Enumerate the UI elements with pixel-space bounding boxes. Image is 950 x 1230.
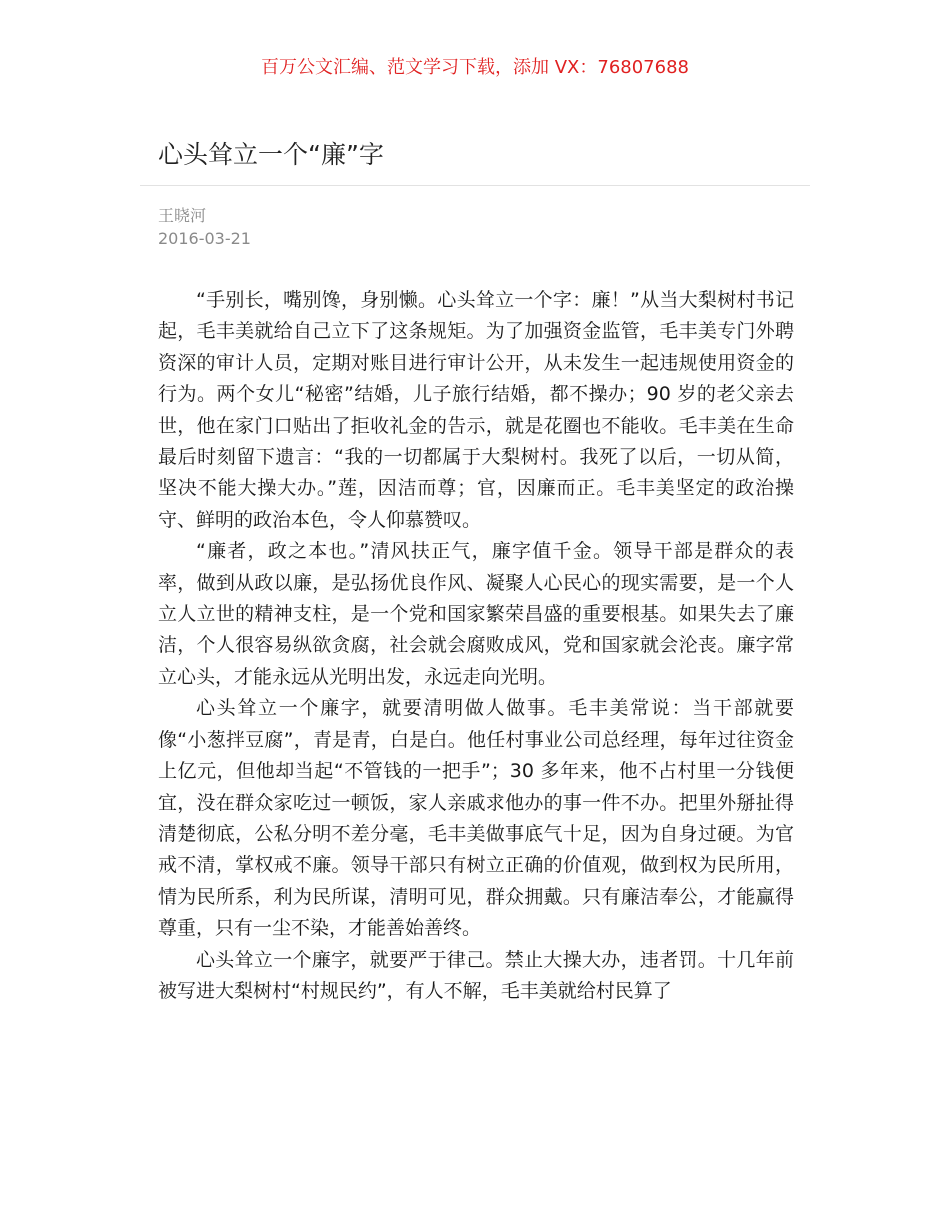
article-author: 王晓河 <box>158 206 207 225</box>
article-meta <box>158 204 251 250</box>
article-body <box>158 285 794 1007</box>
article-paragraph: “廉者，政之本也。”清风扶正气，廉字值千金。领导干部是群众的表率，做到从政以廉，是弘扬优良作风、凝聚人心民心的现实需要，是一个人立人立世的精神支柱，是一个党和国家繁荣昌盛的重要根基。如果失去了廉洁，个人很容易纵欲贪腐，社会就会腐败成风，党和国家就会沦丧。廉字常立心头，才能永远从光明出发，永远走向光明。 <box>158 540 794 688</box>
article-paragraph: “手别长，嘴别馋，身别懒。心头耸立一个字：廉！”从当大梨树村书记起，毛丰美就给自己立下了这条规矩。为了加强资金监管，毛丰美专门外聘资深的审计人员，定期对账目进行审计公开，从未发生一起违规使用资金的行为。两个女儿“秘密”结婚，儿子旅行结婚，都不操办；90 岁的老父亲去世，他在家门口贴出了拒收礼金的告示，就是花圈也不能收。毛丰美在生命最后时刻留下遗言：“我的一切都属于大梨树村。我死了以后，一切从简，坚决不能大操大办。”莲，因洁而尊；官，因廉而正。毛丰美坚定的政治操守、鲜明的政治本色，令人仰慕赞叹。 <box>158 289 794 531</box>
article-paragraph: 心头耸立一个廉字，就要严于律己。禁止大操大办，违者罚。十几年前被写进大梨树村“村规民约”，有人不解，毛丰美就给村民算了 <box>158 948 794 1002</box>
article-date: 2016-03-21 <box>158 229 251 248</box>
article-title: 心头耸立一个“廉”字 <box>158 140 384 169</box>
title-divider <box>140 185 810 186</box>
promo-banner: 百万公文汇编、范文学习下载，添加 VX：76807688 <box>261 57 689 78</box>
article-paragraph: 心头耸立一个廉字，就要清明做人做事。毛丰美常说：当干部就要像“小葱拌豆腐”，青是青，白是白。他任村事业公司总经理，每年过往资金上亿元，但他却当起“不管钱的一把手”；30 多年来，他不占村里一分钱便宜，没在群众家吃过一顿饭，家人亲戚求他办的事一件不办。把里外掰扯得清楚彻底，公私分明不差分毫，毛丰美做事底气十足，因为自身过硬。为官戒不清，掌权戒不廉。领导干部只有树立正确的价值观，做到权为民所用，情为民所系，利为民所谋，清明可见，群众拥戴。只有廉洁奉公，才能赢得尊重，只有一尘不染，才能善始善终。 <box>158 697 794 940</box>
